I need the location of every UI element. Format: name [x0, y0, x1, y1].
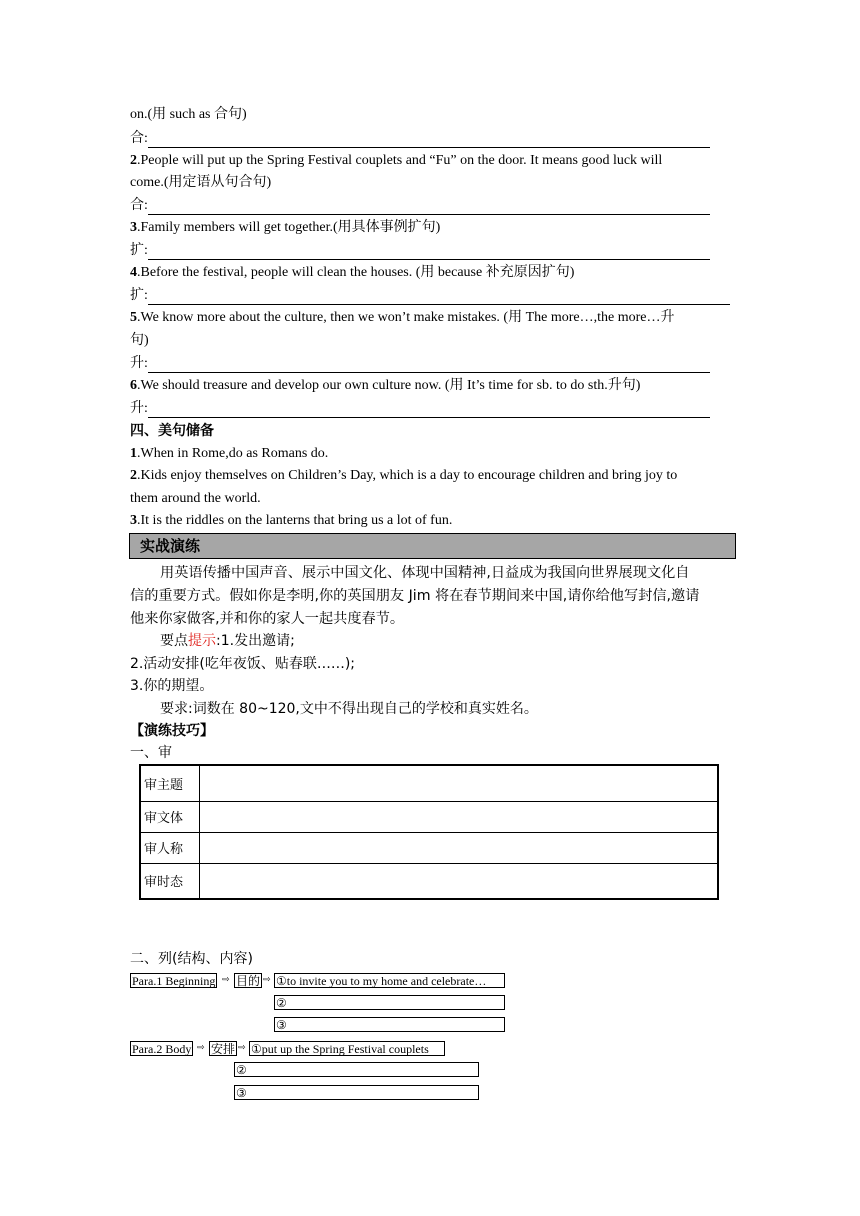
points-line-1 [160, 632, 295, 650]
para1-label-box: Para.1 Beginning [132, 974, 216, 988]
points-1: :1.发出邀请; [216, 633, 295, 649]
arrow-right-icon: ⇨ [238, 1043, 246, 1053]
arrow-right-icon: ⇨ [263, 975, 271, 985]
exercise-text: .Family members will get together.(用具体事例扩句) [137, 220, 441, 235]
para2-item-2[interactable]: ② [234, 1062, 479, 1077]
points-line-3: 3.你的期望。 [130, 678, 214, 694]
arrow-right-icon: ⇨ [197, 1043, 205, 1053]
points-prefix: 要点 [160, 633, 188, 649]
row-input-cell[interactable] [200, 863, 719, 899]
table-row [140, 765, 718, 801]
row-input-cell[interactable] [200, 801, 719, 832]
exercise-2-answer-line[interactable] [130, 197, 710, 215]
exercise-2-line1 [130, 152, 662, 170]
exercise-text: .We should treasure and develop our own culture now. (用 It’s time for sb. to do sth.升句) [137, 378, 641, 393]
row-input-cell[interactable] [200, 765, 719, 801]
exercise-text: .Before the festival, people will clean the houses. (用 because 补充原因扩句) [137, 265, 575, 280]
step-1-label: 一、审 [130, 745, 172, 761]
exercise-3 [130, 219, 440, 237]
exercise-6 [130, 377, 640, 395]
exercise-number: 6 [130, 378, 137, 393]
exercise-number: 5 [130, 310, 137, 325]
answer-prefix: 升: [130, 356, 148, 371]
exercise-6-answer-line[interactable] [130, 400, 710, 418]
answer-blank[interactable] [148, 358, 710, 373]
table-row [140, 863, 718, 899]
prompt-line-2: 信的重要方式。假如你是李明,你的英国朋友 Jim 将在春节期间来中国,请你给他写封信,邀请 [130, 588, 700, 604]
exercise-5-line2: 句) [130, 333, 149, 348]
answer-prefix: 扩: [130, 288, 148, 303]
exercise-5-answer-line[interactable] [130, 355, 710, 373]
sentence-text: .It is the riddles on the lanterns that bring us a lot of fun. [137, 513, 453, 528]
requirement: 要求:词数在 80~120,文中不得出现自己的学校和真实姓名。 [160, 701, 538, 717]
arrow-right-icon: ⇨ [222, 975, 230, 985]
row-label: 审时态 [140, 863, 200, 899]
answer-prefix: 升: [130, 401, 148, 416]
exercise-5-line1 [130, 309, 674, 327]
exercise-number: 3 [130, 220, 137, 235]
exercise-4-answer-line[interactable] [130, 287, 730, 305]
sentence-number: 3 [130, 513, 137, 528]
prompt-line-3: 他来你家做客,并和你的家人一起共度春节。 [130, 611, 405, 627]
para1-item-3[interactable]: ③ [274, 1017, 505, 1032]
answer-blank[interactable] [148, 200, 710, 215]
answer-blank[interactable] [148, 133, 710, 148]
sentence-3 [130, 512, 452, 530]
step-2-label: 二、列(结构、内容) [130, 951, 253, 967]
sentence-2-line2: them around the world. [130, 491, 261, 506]
para1-item-2[interactable]: ② [274, 995, 505, 1010]
row-label: 审人称 [140, 832, 200, 863]
exercise-1-answer-line[interactable] [130, 130, 710, 148]
exercise-text: .We know more about the culture, then we won’t make mistakes. (用 The more…,the more…升 [137, 310, 675, 325]
section-4-heading: 四、美句储备 [130, 423, 214, 439]
table-row [140, 832, 718, 863]
prompt-line-1: 用英语传播中国声音、展示中国文化、体现中国精神,日益成为我国向世界展现文化自 [160, 565, 690, 581]
points-line-2: 2.活动安排(吃年夜饭、贴春联……); [130, 656, 355, 672]
analysis-table [139, 764, 719, 900]
sentence-text: .Kids enjoy themselves on Children’s Day, which is a day to encourage children and bring joy to [137, 468, 678, 483]
row-label: 审文体 [140, 801, 200, 832]
answer-prefix: 扩: [130, 243, 148, 258]
para2-item-3[interactable]: ③ [234, 1085, 479, 1100]
answer-prefix: 合: [130, 198, 148, 213]
para2-label-box: Para.2 Body [132, 1042, 192, 1056]
exercise-3-answer-line[interactable] [130, 242, 710, 260]
para1-item-1: ①to invite you to my home and celebrate… [274, 973, 505, 988]
points-hint: 提示 [188, 633, 216, 649]
sentence-number: 2 [130, 468, 137, 483]
table-row [140, 801, 718, 832]
sentence-number: 1 [130, 446, 137, 461]
exercise-number: 2 [130, 153, 137, 168]
answer-blank[interactable] [148, 245, 710, 260]
answer-prefix: 合: [130, 131, 148, 146]
answer-blank[interactable] [148, 403, 710, 418]
exercise-1-tail: on.(用 such as 合句) [130, 107, 247, 122]
practice-banner: 实战演练 [129, 533, 736, 559]
para2-item-1: ①put up the Spring Festival couplets [249, 1041, 445, 1056]
sentence-2-line1 [130, 467, 677, 485]
para1-tag-box: 目的 [236, 974, 261, 988]
para2-tag-box: 安排 [211, 1042, 236, 1056]
exercise-2-line2: come.(用定语从句合句) [130, 175, 272, 190]
exercise-text: .People will put up the Spring Festival couplets and “Fu” on the door. It means good luck will [137, 153, 663, 168]
sentence-1 [130, 445, 328, 463]
exercise-number: 4 [130, 265, 137, 280]
skills-heading: 【演练技巧】 [130, 723, 214, 739]
row-input-cell[interactable] [200, 832, 719, 863]
row-label: 审主题 [140, 765, 200, 801]
sentence-text: .When in Rome,do as Romans do. [137, 446, 329, 461]
exercise-4 [130, 264, 574, 282]
answer-blank[interactable] [148, 290, 730, 305]
